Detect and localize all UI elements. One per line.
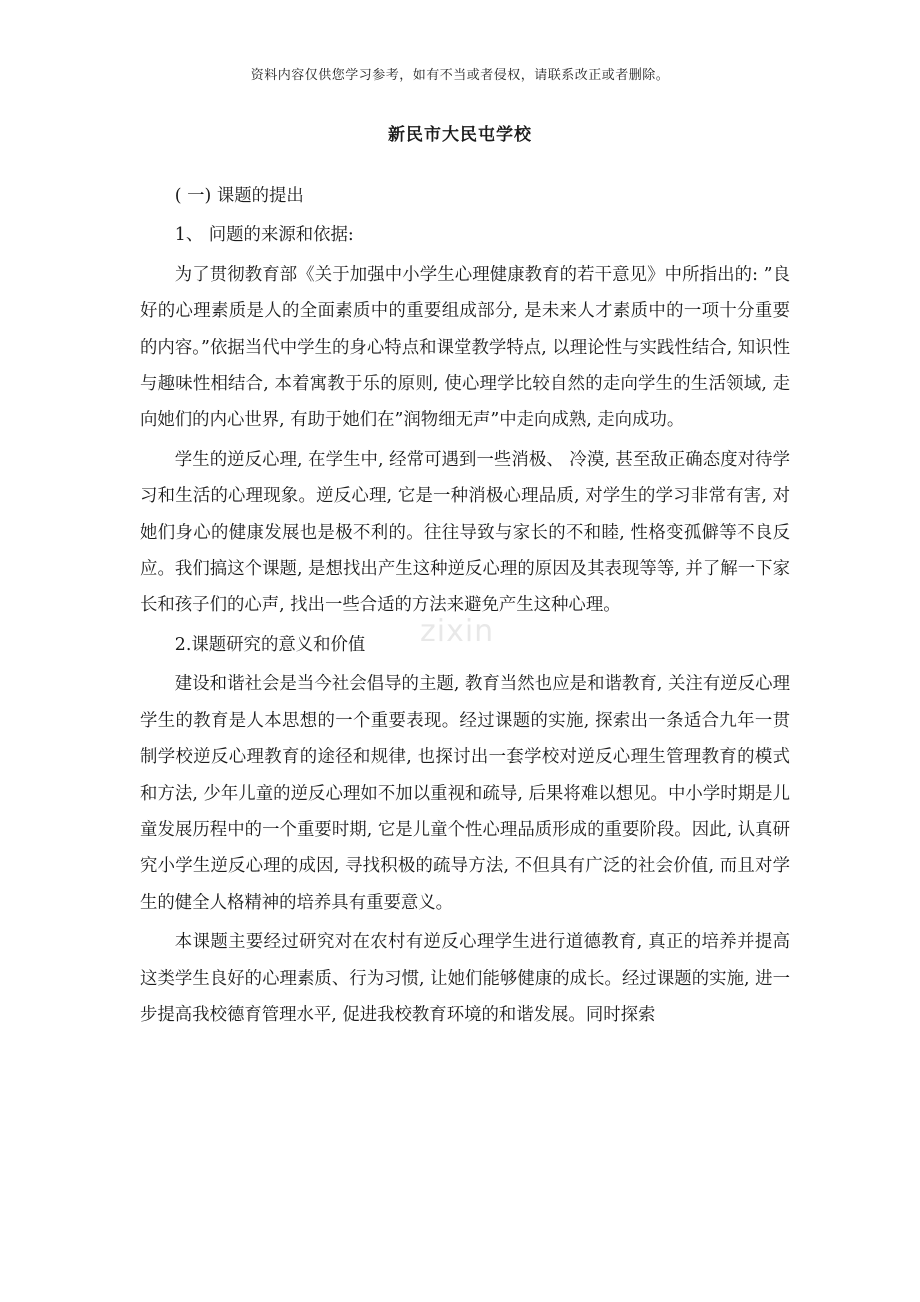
section-heading: ( 一) 课题的提出	[174, 186, 304, 206]
paragraph: 建设和谐社会是当今社会倡导的主题, 教育当然也应是和谐教育, 关注有逆反心理学生的教育是人本思想的一个重要表现。经过课题的实施, 探索出一条适合九年一贯制学校逆反心理教育的途径和规律, 也探讨出一套学校对逆反心理生管理教育的模式和方法, 少年儿童的逆反心理如不加以重视和疏导, 后果将难以想见。中小学时期是儿童发展历程中的一个重要时期, 它是儿童个性心理品质形成的重要阶段。因此, 认真研究小学生逆反心理的成因, 寻找积极的疏导方法, 不但具有广泛的社会价值, 而且对学生的健全人格精神的培养具有重要意义。	[140, 674, 790, 913]
disclaimer-header: 资料内容仅供您学习参考，如有不当或者侵权，请联系改正或者删除。	[250, 68, 670, 83]
paragraph: 本课题主要经过研究对在农村有逆反心理学生进行道德教育, 真正的培养并提高这类学生良好的心理素质、行为习惯, 让她们能够健康的成长。经过课题的实施, 进一步提高我校德育管理水平, 促进我校教育环境的和谐发展。同时探索	[140, 932, 790, 1025]
subsection-heading: 1、 问题的来源和依据:	[174, 225, 354, 246]
paragraph: 为了贯彻教育部《关于加强中小学生心理健康教育的若干意见》中所指出的: ”良好的心理素质是人的全面素质中的重要组成部分, 是未来人才素质中的一项十分重要的内容。”依据当代中学生的身心特点和课堂教学特点, 以理论性与实践性结合, 知识性与趣味性相结合, 本着寓教于乐的原则, 使心理学比较自然的走向学生的生活领域, 走向她们的内心世界, 有助于她们在”润物细无声”中走向成熟, 走向成功。	[140, 264, 790, 431]
document-body	[140, 178, 790, 1036]
paragraph: 学生的逆反心理, 在学生中, 经常可遇到一些消极、 冷漠, 甚至敌正确态度对待学习和生活的心理现象。逆反心理, 它是一种消极心理品质, 对学生的学习非常有害, 对她们身心的健康发展也是极不利的。往往导致与家长的不和睦, 性格变孤僻等不良反应。我们搞这个课题, 是想找出产生这种逆反心理的原因及其表现等等, 并了解一下家长和孩子们的心声, 找出一些合适的方法来避免产生这种心理。	[140, 449, 790, 616]
document-title: 新民市大民屯学校	[388, 125, 532, 145]
subsection-heading: 2.课题研究的意义和价值	[174, 634, 366, 655]
watermark: zixin	[420, 614, 495, 649]
